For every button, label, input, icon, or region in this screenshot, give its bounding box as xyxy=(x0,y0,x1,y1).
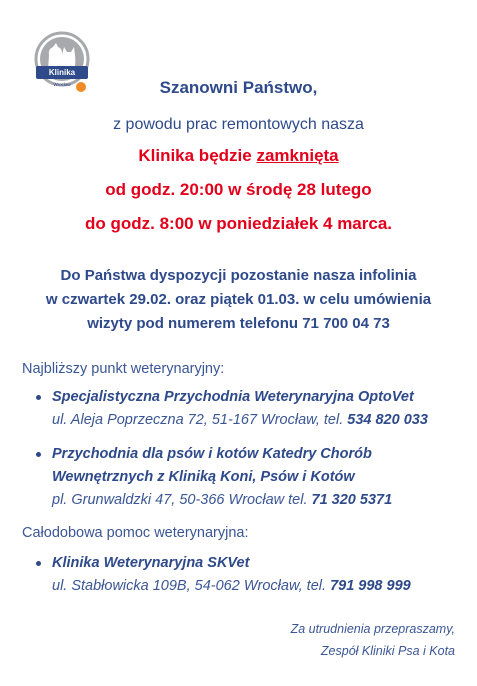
closure-notice xyxy=(0,146,477,166)
logo-label-main: Klinika xyxy=(48,68,76,77)
closure-prefix: Klinika będzie xyxy=(138,146,257,165)
signature-line-1: Za utrudnienia przepraszamy, xyxy=(290,622,455,636)
list-item xyxy=(36,443,456,512)
infoline-line-1: Do Państwa dyspozycji pozostanie nasza infolinia xyxy=(60,267,417,284)
clinic-address: ul. Aleja Poprzeczna 72, 51-167 Wrocław, tel. 534 820 033 xyxy=(52,412,428,428)
clinic-name-line-1: Przychodnia dla psów i kotów Katedry Chorób xyxy=(52,446,372,462)
closure-from: od godz. 20:00 w środę 28 lutego xyxy=(105,180,372,199)
clinic-address: ul. Stabłowicka 109B, 54-062 Wrocław, tel. 791 998 999 xyxy=(52,578,411,594)
signature-line-2: Zespół Kliniki Psa i Kota xyxy=(320,644,455,658)
clinic-address: pl. Grunwaldzki 47, 50-366 Wrocław tel. 71 320 5371 xyxy=(52,492,393,508)
logo-label-sub: Wrocław xyxy=(53,82,71,87)
clinic-name: Klinika Weterynaryjna SKVet xyxy=(52,555,250,571)
clinic-name-line-2: Wewnętrznych z Kliniką Koni, Psów i Kotów xyxy=(52,469,355,485)
closure-closed-word: zamknięta xyxy=(256,146,339,165)
list-item xyxy=(36,386,456,432)
bullet-icon xyxy=(36,395,41,400)
allday-vet-title: Całodobowa pomoc weterynaryjna: xyxy=(22,525,249,541)
infoline-line-3: wizyty pod numerem telefonu 71 700 04 73 xyxy=(87,315,390,332)
bullet-icon xyxy=(36,561,41,566)
bullet-icon xyxy=(36,452,41,457)
clinic-phone[interactable]: 71 320 5371 xyxy=(311,492,393,508)
nearest-vet-title: Najbliższy punkt weterynaryjny: xyxy=(22,361,225,377)
signature xyxy=(291,618,455,662)
clinic-phone[interactable]: 791 998 999 xyxy=(330,578,411,594)
infoline-notice xyxy=(0,264,477,336)
closure-to: do godz. 8:00 w poniedziałek 4 marca. xyxy=(84,214,393,233)
greeting: Szanowni Państwo, xyxy=(159,78,318,97)
list-item xyxy=(36,552,456,598)
clinic-name: Specjalistyczna Przychodnia Weterynaryjna OptoVet xyxy=(52,389,414,405)
infoline-line-2: w czwartek 29.02. oraz piątek 01.03. w celu umówienia xyxy=(45,291,432,308)
clinic-phone[interactable]: 534 820 033 xyxy=(347,412,428,428)
intro-text: z powodu prac remontowych nasza xyxy=(113,116,364,133)
